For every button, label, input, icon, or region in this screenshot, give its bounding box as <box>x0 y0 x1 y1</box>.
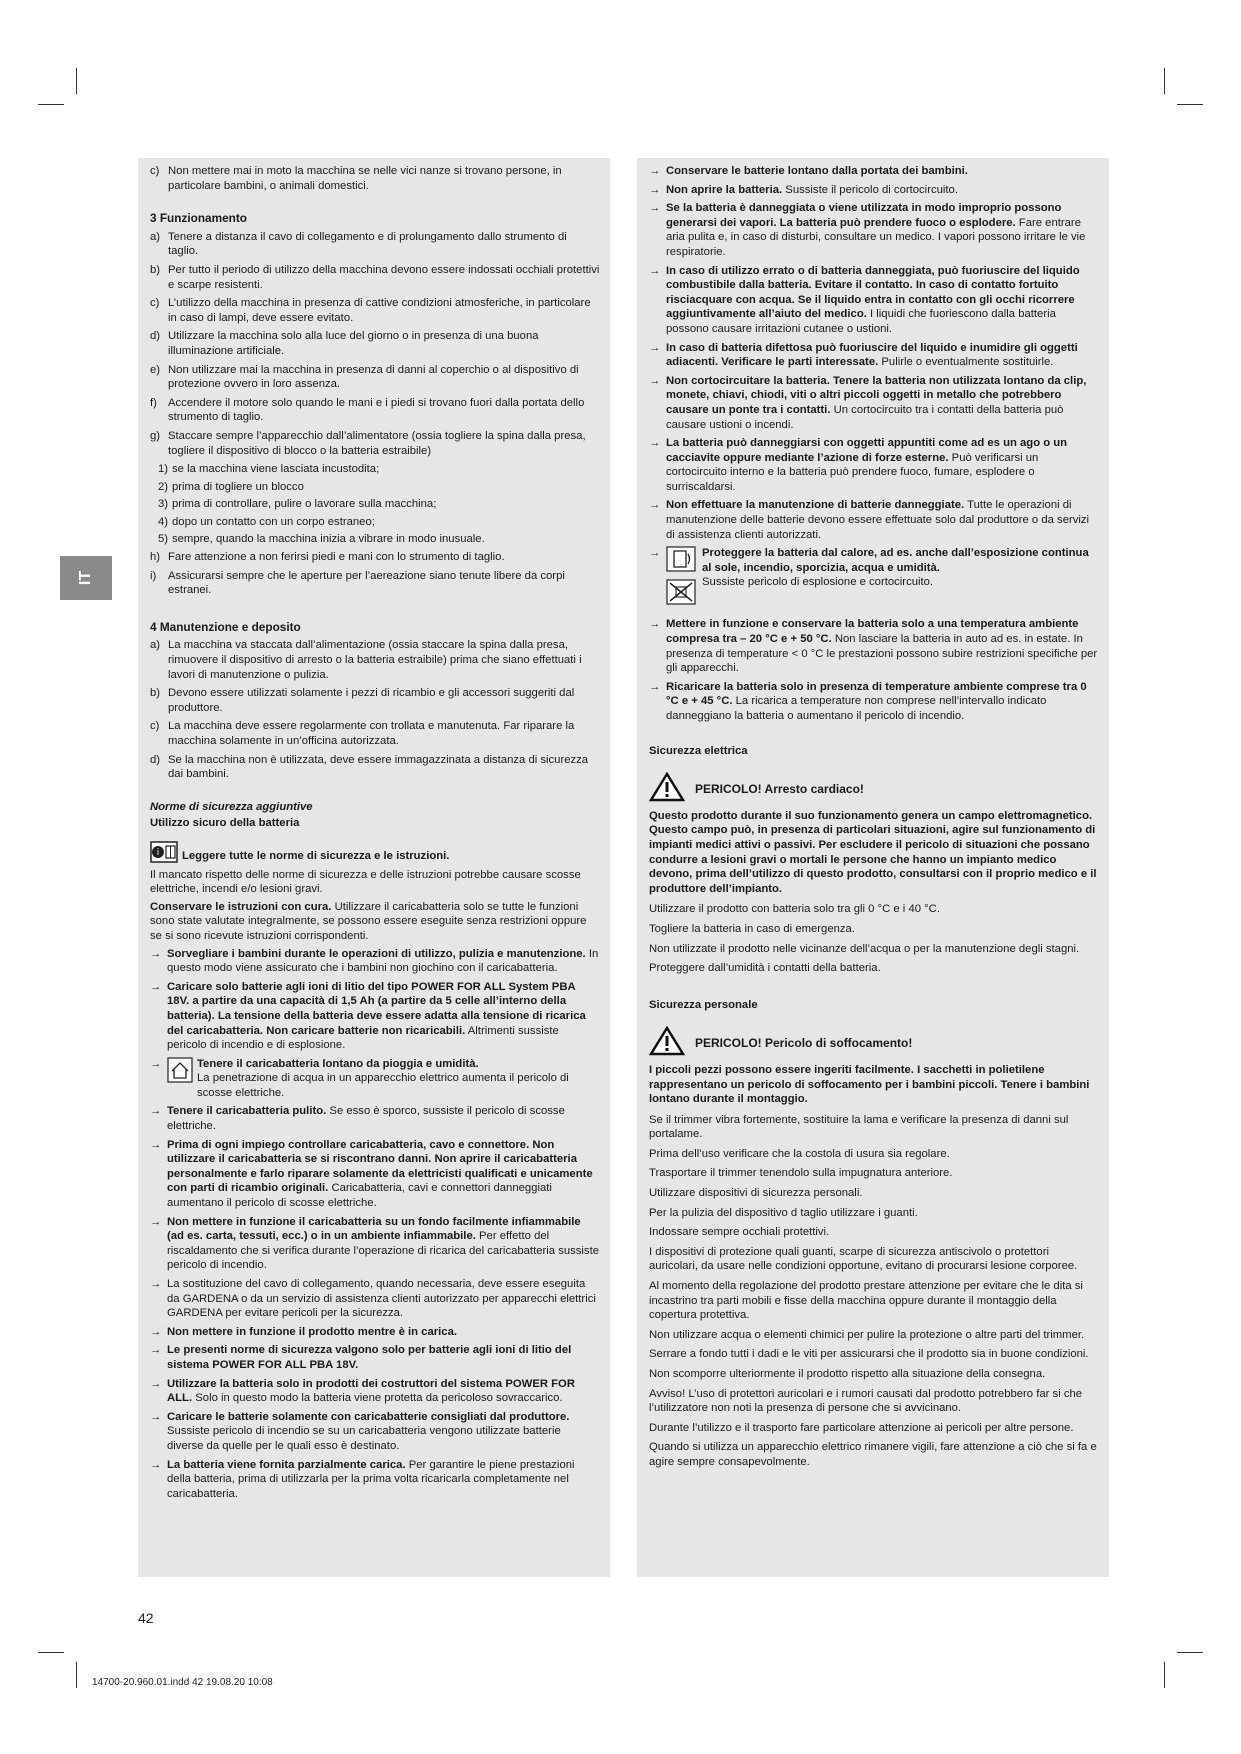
arrow-item: → Sorvegliare i bambini durante le operazioni di utilizzo, pulizia e manutenzione. In questo modo viene assicurato che i bambini non giochino con il caricabatteria. <box>150 947 599 975</box>
arrow-item: → Caricare solo batterie agli ioni di litio del tipo POWER FOR ALL System PBA 18V. a partire da una capacità di 1,5 Ah (a partire da 5 celle all’interno della batteria). La tensione della batteria deve essere adatta alla tensione di ricarica del caricabatteria. Non caricare batterie non ricaricabili. Altrimenti sussiste pericolo di incendio e di esplosione. <box>150 980 586 1052</box>
paragraph: Non scomporre ulteriormente il prodotto rispetto alla situazione della consegna. <box>649 1368 1046 1380</box>
read-instructions-text: Leggere tutte le norme di sicurezza e le istruzioni. <box>182 849 450 862</box>
arrow-icon: → <box>150 1215 162 1228</box>
section-heading: Sicurezza personale <box>649 998 758 1011</box>
crop-mark <box>76 1662 77 1688</box>
arrow-item-heat: → Proteggere la batteria dal calore, ad es. anche dall’esposizione continua al sole, incendio, sporcizia, acqua e umidità. Sussiste pericolo di esplosione e cortocircuito. <box>649 546 1099 609</box>
battery-heat-icon <box>666 546 702 577</box>
arrow-list <box>649 617 1099 723</box>
arrow-icon: → <box>150 980 162 993</box>
arrow-item: → La batteria può danneggiarsi con oggetti appuntiti come ad es un ago o un cacciavite oppure mediante l’azione di forze esterne. Può verificarsi un cortocircuito interno e la batteria può prendere fuoco, fumare, esplodere o surriscaldarsi. <box>649 437 1068 493</box>
warning-title: PERICOLO! Arresto cardiaco! <box>695 782 864 797</box>
arrow-item: → In caso di batteria difettosa può fuoriuscire del liquido e inumidire gli oggetti adiacenti. Verificare le parti interessate. Pulirle o eventualmente sostituirle. <box>649 341 1078 369</box>
paragraph-list <box>649 1113 1099 1470</box>
warning-header <box>649 1026 1099 1061</box>
arrow-icon: → <box>649 680 661 693</box>
list-item: b) Devono essere utilizzati solamente i pezzi di ricambio e gli accessori suggeriti dal produttore. <box>150 687 575 714</box>
arrow-item: → Conservare le batterie lontano dalla portata dei bambini. <box>649 165 968 177</box>
warning-text: I piccoli pezzi possono essere ingeriti facilmente. I sacchetti in polietilene rappresentano un pericolo di soffocamento per i bambini piccoli. Tenere i bambini lontano durante il montaggio. <box>649 1063 1090 1106</box>
arrow-item: → Non cortocircuitare la batteria. Tenere la batteria non utilizzata lontano da clip, monete, chiavi, chiodi, viti o altri piccoli oggetti in metallo che potrebbero causare un ponte tra i contatti. Un cortocircuito tra i contatti della batteria può causare ustioni o incendi. <box>649 374 1087 431</box>
arrow-item: → Caricare le batterie solamente con caricabatterie consigliati dal produttore. Sussiste pericolo di incendio se su un caricabatteria vengono utilizzate batterie diverse da quelle per le quali esso è destinato. <box>150 1410 570 1452</box>
read-instructions-row <box>150 841 600 864</box>
arrow-icon: → <box>649 264 661 277</box>
list-item: a) La macchina va staccata dall’alimentazione (ossia staccare la spina dalla presa, rimuovere il dispositivo di arresto o la batteria estraibile) prima che siano effettuati i lavori di manutenzione o pulizia. <box>150 639 582 681</box>
section-heading: 3 Funzionamento <box>150 211 247 226</box>
arrow-icon: → <box>649 183 661 196</box>
section-4-list <box>150 638 600 781</box>
warning-header <box>649 772 1099 807</box>
list-item: 4) dopo un contatto con un corpo estraneo; <box>158 515 375 528</box>
arrow-icon: → <box>150 947 162 960</box>
arrow-icon: → <box>649 341 661 354</box>
paragraph: Per la pulizia del dispositivo d taglio utilizzare i guanti. <box>649 1206 918 1219</box>
crop-mark <box>38 1652 64 1653</box>
paragraph: Avviso! L’uso di protettori auricolari e i rumori causati dal prodotto potrebbero far si che l’utilizzatore non noti la presenza di persone che si avvicinano. <box>649 1387 1083 1415</box>
warning-triangle-icon <box>649 1026 685 1061</box>
paragraph: Conservare le istruzioni con cura. Utilizzare il caricabatteria solo se tutte le funzioni sono state valutate integralmente, se possono essere eseguite senza restrizioni oppure se si sono ricevute istruzioni corrispondenti. <box>150 900 587 942</box>
warning-text: Questo prodotto durante il suo funzionamento genera un campo elettromagnetico. Questo campo può, in presenza di particolari situazioni, agire sul funzionamento di impianti medici attivi o passivi. Per escludere il pericolo di situazioni che possano condurre a lesioni gravi o mortali le persone che hanno un impianto medico devono, prima dell’utilizzo di questo prodotto, consultarsi con il proprio medico e il produttore dell’impianto. <box>649 809 1097 895</box>
paragraph: Serrare a fondo tutti i dadi e le viti per assicurarsi che il prodotto sia in buone condizioni. <box>649 1348 1089 1361</box>
arrow-icon: → <box>649 618 661 631</box>
subsection-title: Norme di sicurezza aggiuntive <box>150 800 313 813</box>
list-item: c) Non mettere mai in moto la macchina se nelle vici nanze si trovano persone, in particolare bambini, o animali domestici. <box>150 165 562 192</box>
crop-mark <box>1177 1652 1203 1653</box>
arrow-icon: → <box>150 1278 162 1290</box>
arrow-icon: → <box>150 1410 162 1423</box>
paragraph: Durante l’utilizzo e il trasporto fare particolare attenzione ai pericoli per altre persone. <box>649 1421 1074 1434</box>
arrow-icon: → <box>150 1325 162 1338</box>
paragraph: Il mancato rispetto delle norme di sicurezza e delle istruzioni potrebbe causare scosse elettriche, incendi e/o lesioni gravi. <box>150 868 581 896</box>
read-manual-icon <box>150 841 178 863</box>
crop-mark <box>1164 1662 1165 1688</box>
arrow-item: → Non effettuare la manutenzione di batterie danneggiate. Tutte le operazioni di manutenzione delle batterie devono essere effettuate solo dal produttore o da servizi di assistenza clienti autorizzati. <box>649 499 1090 541</box>
arrow-item: → In caso di utilizzo errato o di batteria danneggiata, può fuoriuscire del liquido combustibile dalla batteria. Evitare il contatto. In caso di contatto fortuito risciacquare con acqua. Se il liquido entra in contatto con gli occhi ricorrere aggiuntivamente all’aiuto del medico. I liquidi che fuoriescono dalla batteria possono causare irritazioni cutanee o ustioni. <box>649 264 1080 335</box>
paragraph: Se il trimmer vibra fortemente, sostituire la lama e verificare la presenza di danni sul portalame. <box>649 1113 1069 1141</box>
list-item: b) Per tutto il periodo di utilizzo della macchina devono essere indossati occhiali protettivi e scarpe resistenti. <box>150 263 600 291</box>
arrow-icon: → <box>150 1377 162 1390</box>
arrow-list <box>649 164 1099 542</box>
arrow-item: → Non mettere in funzione il caricabatteria su un fondo facilmente infiammabile (ad es. carta, tessuti, ecc.) o in un ambiente infiammabile. Per effetto del riscaldamento che si verifica durante l’operazione di ricarica del caricabatteria sussiste pericolo di incendio. <box>150 1215 599 1272</box>
paragraph-list <box>649 902 1099 975</box>
arrow-list <box>150 1104 600 1501</box>
paragraph: Non utilizzate il prodotto nelle vicinanze dell’acqua o per la manutenzione degli stagni. <box>649 942 1080 955</box>
arrow-icon: → <box>649 202 661 215</box>
paragraph: Quando si utilizza un apparecchio elettrico rimanere vigili, fare attenzione a ciò che si fa e agire sempre consapevolmente. <box>649 1441 1097 1468</box>
right-column <box>637 158 1109 1577</box>
paragraph: Utilizzare il prodotto con batteria solo tra gli 0 °C e i 40 °C. <box>649 903 940 916</box>
left-column <box>138 158 610 1577</box>
arrow-item: → Tenere il caricabatteria pulito. Se esso è sporco, sussiste il pericolo di scosse elettriche. <box>150 1105 565 1133</box>
arrow-item: → Utilizzare la batteria solo in prodotti dei costruttori del sistema POWER FOR ALL. Solo in questo modo la batteria viene protetta da pericoloso sovraccarico. <box>150 1377 576 1405</box>
warning-title: PERICOLO! Pericolo di soffocamento! <box>695 1036 913 1051</box>
arrow-item: → Prima di ogni impiego controllare caricabatteria, cavo e connettore. Non utilizzare il caricabatteria se si riscontrano danni. Non aprire il caricabatteria personalmente e farlo riparare solamente da elettricisti qualificati e unicamente con parti di ricambio originali. Caricabatteria, cavi e connettori danneggiati aumentano il pericolo di scosse elettriche. <box>150 1138 593 1210</box>
paragraph: Proteggere dall’umidità i contatti della batteria. <box>649 962 881 975</box>
list-item: f) Accendere il motore solo quando le mani e i piedi si trovano fuori dalla portata dello strumento di taglio. <box>150 396 585 424</box>
list-item: h) Fare attenzione a non ferirsi piedi e mani con lo strumento di taglio. <box>150 551 505 564</box>
list-item: d) Utilizzare la macchina solo alla luce del giorno o in presenza di una buona illuminazione artificiale. <box>150 330 539 357</box>
numbered-list <box>150 462 600 547</box>
section-3-list <box>150 230 600 458</box>
list-item: 2) prima di togliere un blocco <box>158 480 304 493</box>
paragraph: Togliere la batteria in caso di emergenza. <box>649 922 855 935</box>
arrow-item: → Le presenti norme di sicurezza valgono solo per batterie agli ioni di litio del sistema POWER FOR ALL PBA 18V. <box>150 1344 572 1371</box>
arrow-icon: → <box>649 499 661 512</box>
section-3-list-end <box>150 550 600 598</box>
arrow-icon: → <box>649 165 661 177</box>
arrow-icon: → <box>150 1458 162 1471</box>
arrow-icon: → <box>150 1344 162 1357</box>
paragraph: Prima dell’uso verificare che la costola di usura sia regolare. <box>649 1147 950 1160</box>
paragraph: Utilizzare dispositivi di sicurezza personali. <box>649 1187 863 1200</box>
crop-mark <box>1177 104 1203 105</box>
subsection-subtitle: Utilizzo sicuro della batteria <box>150 817 300 830</box>
arrow-list <box>150 947 600 1053</box>
arrow-item: → Non aprire la batteria. Sussiste il pericolo di cortocircuito. <box>649 183 958 196</box>
paragraph: Al momento della regolazione del prodotto prestare attenzione per evitare che le dita si incastrino tra parti mobili e fisse della macchina oppure durante il montaggio della copertura protettiva. <box>649 1280 1083 1322</box>
paragraph: Indossare sempre occhiali protettivi. <box>649 1226 830 1239</box>
list-item: 3) prima di controllare, pulire o lavorare sulla macchina; <box>158 498 437 511</box>
arrow-item-rain: → Tenere il caricabatteria lontano da pioggia e umidità. La penetrazione di acqua in un apparecchio elettrico aumenta il pericolo di scosse elettriche. <box>150 1057 569 1099</box>
list-item: 5) sempre, quando la macchina inizia a vibrare in modo inusuale. <box>158 533 485 546</box>
list-item: c) L’utilizzo della macchina in presenza di cattive condizioni atmosferiche, in particolare in caso di lampi, deve essere evitato. <box>150 297 591 324</box>
paragraph: Trasportare il trimmer tenendolo sulla impugnatura anteriore. <box>649 1167 953 1180</box>
page-number: 42 <box>138 1610 154 1626</box>
arrow-item: → La sostituzione del cavo di collegamento, quando necessaria, deve essere eseguita da GARDENA o da un servizio di assistenza clienti autorizzato per apparecchi elettrici GARDENA per evitare pericoli per la sicurezza. <box>150 1278 596 1320</box>
paragraph: Non utilizzare acqua o elementi chimici per pulire la protezione o altre parti del trimmer. <box>649 1328 1085 1341</box>
arrow-item: → Mettere in funzione e conservare la batteria solo a una temperatura ambiente compresa tra – 20 °C e + 50 °C. Non lasciare la batteria in auto ad es. in estate. In presenza di temperature < 0 °C le prestazioni possono subire restrizioni specifiche per gli apparecchi. <box>649 618 1098 675</box>
list-item: c) La macchina deve essere regolarmente con trollata e manutenuta. Far riparare la macchina solamente in un’officina autorizzata. <box>150 720 575 747</box>
crop-mark <box>38 104 64 105</box>
arrow-item: → La batteria viene fornita parzialmente carica. Per garantire le piene prestazioni della batteria, prima di utilizzarla per la prima volta ricaricarla completamente nel caricabatteria. <box>150 1458 575 1500</box>
section-heading: 4 Manutenzione e deposito <box>150 619 301 634</box>
list-item: e) Non utilizzare mai la macchina in presenza di danni al coperchio o al dispositivo di protezione ovvero in loro assenza. <box>150 363 579 391</box>
svg-text:i: i <box>156 847 160 858</box>
paragraph: I dispositivi di protezione quali guanti, scarpe di sicurezza antiscivolo o protettori auricolari, da usare nelle condizioni opportune, evitano di procurarsi lesione corporee. <box>649 1245 1078 1273</box>
arrow-icon: → <box>150 1138 162 1151</box>
arrow-item: → Non mettere in funzione il prodotto mentre è in carica. <box>150 1325 457 1338</box>
crop-mark <box>76 68 77 94</box>
no-fire-water-icon <box>666 579 702 610</box>
crop-mark <box>1164 68 1165 94</box>
arrow-icon: → <box>150 1105 162 1118</box>
arrow-item: → Se la batteria è danneggiata o viene utilizzata in modo improprio possono generarsi dei vapori. La batteria può prendere fuoco o esplodere. Fare entrare aria pulita e, in caso di disturbi, consultare un medico. I vapori possono irritare le vie respiratorie. <box>649 202 1086 258</box>
warning-triangle-icon <box>649 772 685 807</box>
list-item: a) Tenere a distanza il cavo di collegamento e di prolungamento dallo strumento di taglio. <box>150 230 567 258</box>
arrow-item: → Ricaricare la batteria solo in presenza di temperature ambiente comprese tra 0 °C e + 45 °C. La ricarica a temperature non comprese nell’intervallo indicato danneggiano la batteria o aumentano il pericolo di incendio. <box>649 680 1087 722</box>
list-item: g) Staccare sempre l’apparecchio dall’alimentatore (ossia togliere la spina dalla presa, togliere il dispositivo di blocco o la batteria estraibile) <box>150 429 586 457</box>
arrow-icon: → <box>649 437 661 450</box>
list-item: 1) se la macchina viene lasciata incustodita; <box>158 463 380 476</box>
language-tab: IT <box>60 556 112 600</box>
rain-icon <box>167 1057 197 1101</box>
list-item: i) Assicurarsi sempre che le aperture per l’aereazione siano tenute libere da corpi estranei. <box>150 569 565 597</box>
section-heading: Sicurezza elettrica <box>649 744 748 757</box>
print-footer: 14700-20.960.01.indd 42 19.08.20 10:08 <box>92 1677 273 1688</box>
arrow-icon: → <box>649 374 661 387</box>
list-item: d) Se la macchina non è utilizzata, deve essere immagazzinata a distanza di sicurezza dai bambini. <box>150 753 589 781</box>
